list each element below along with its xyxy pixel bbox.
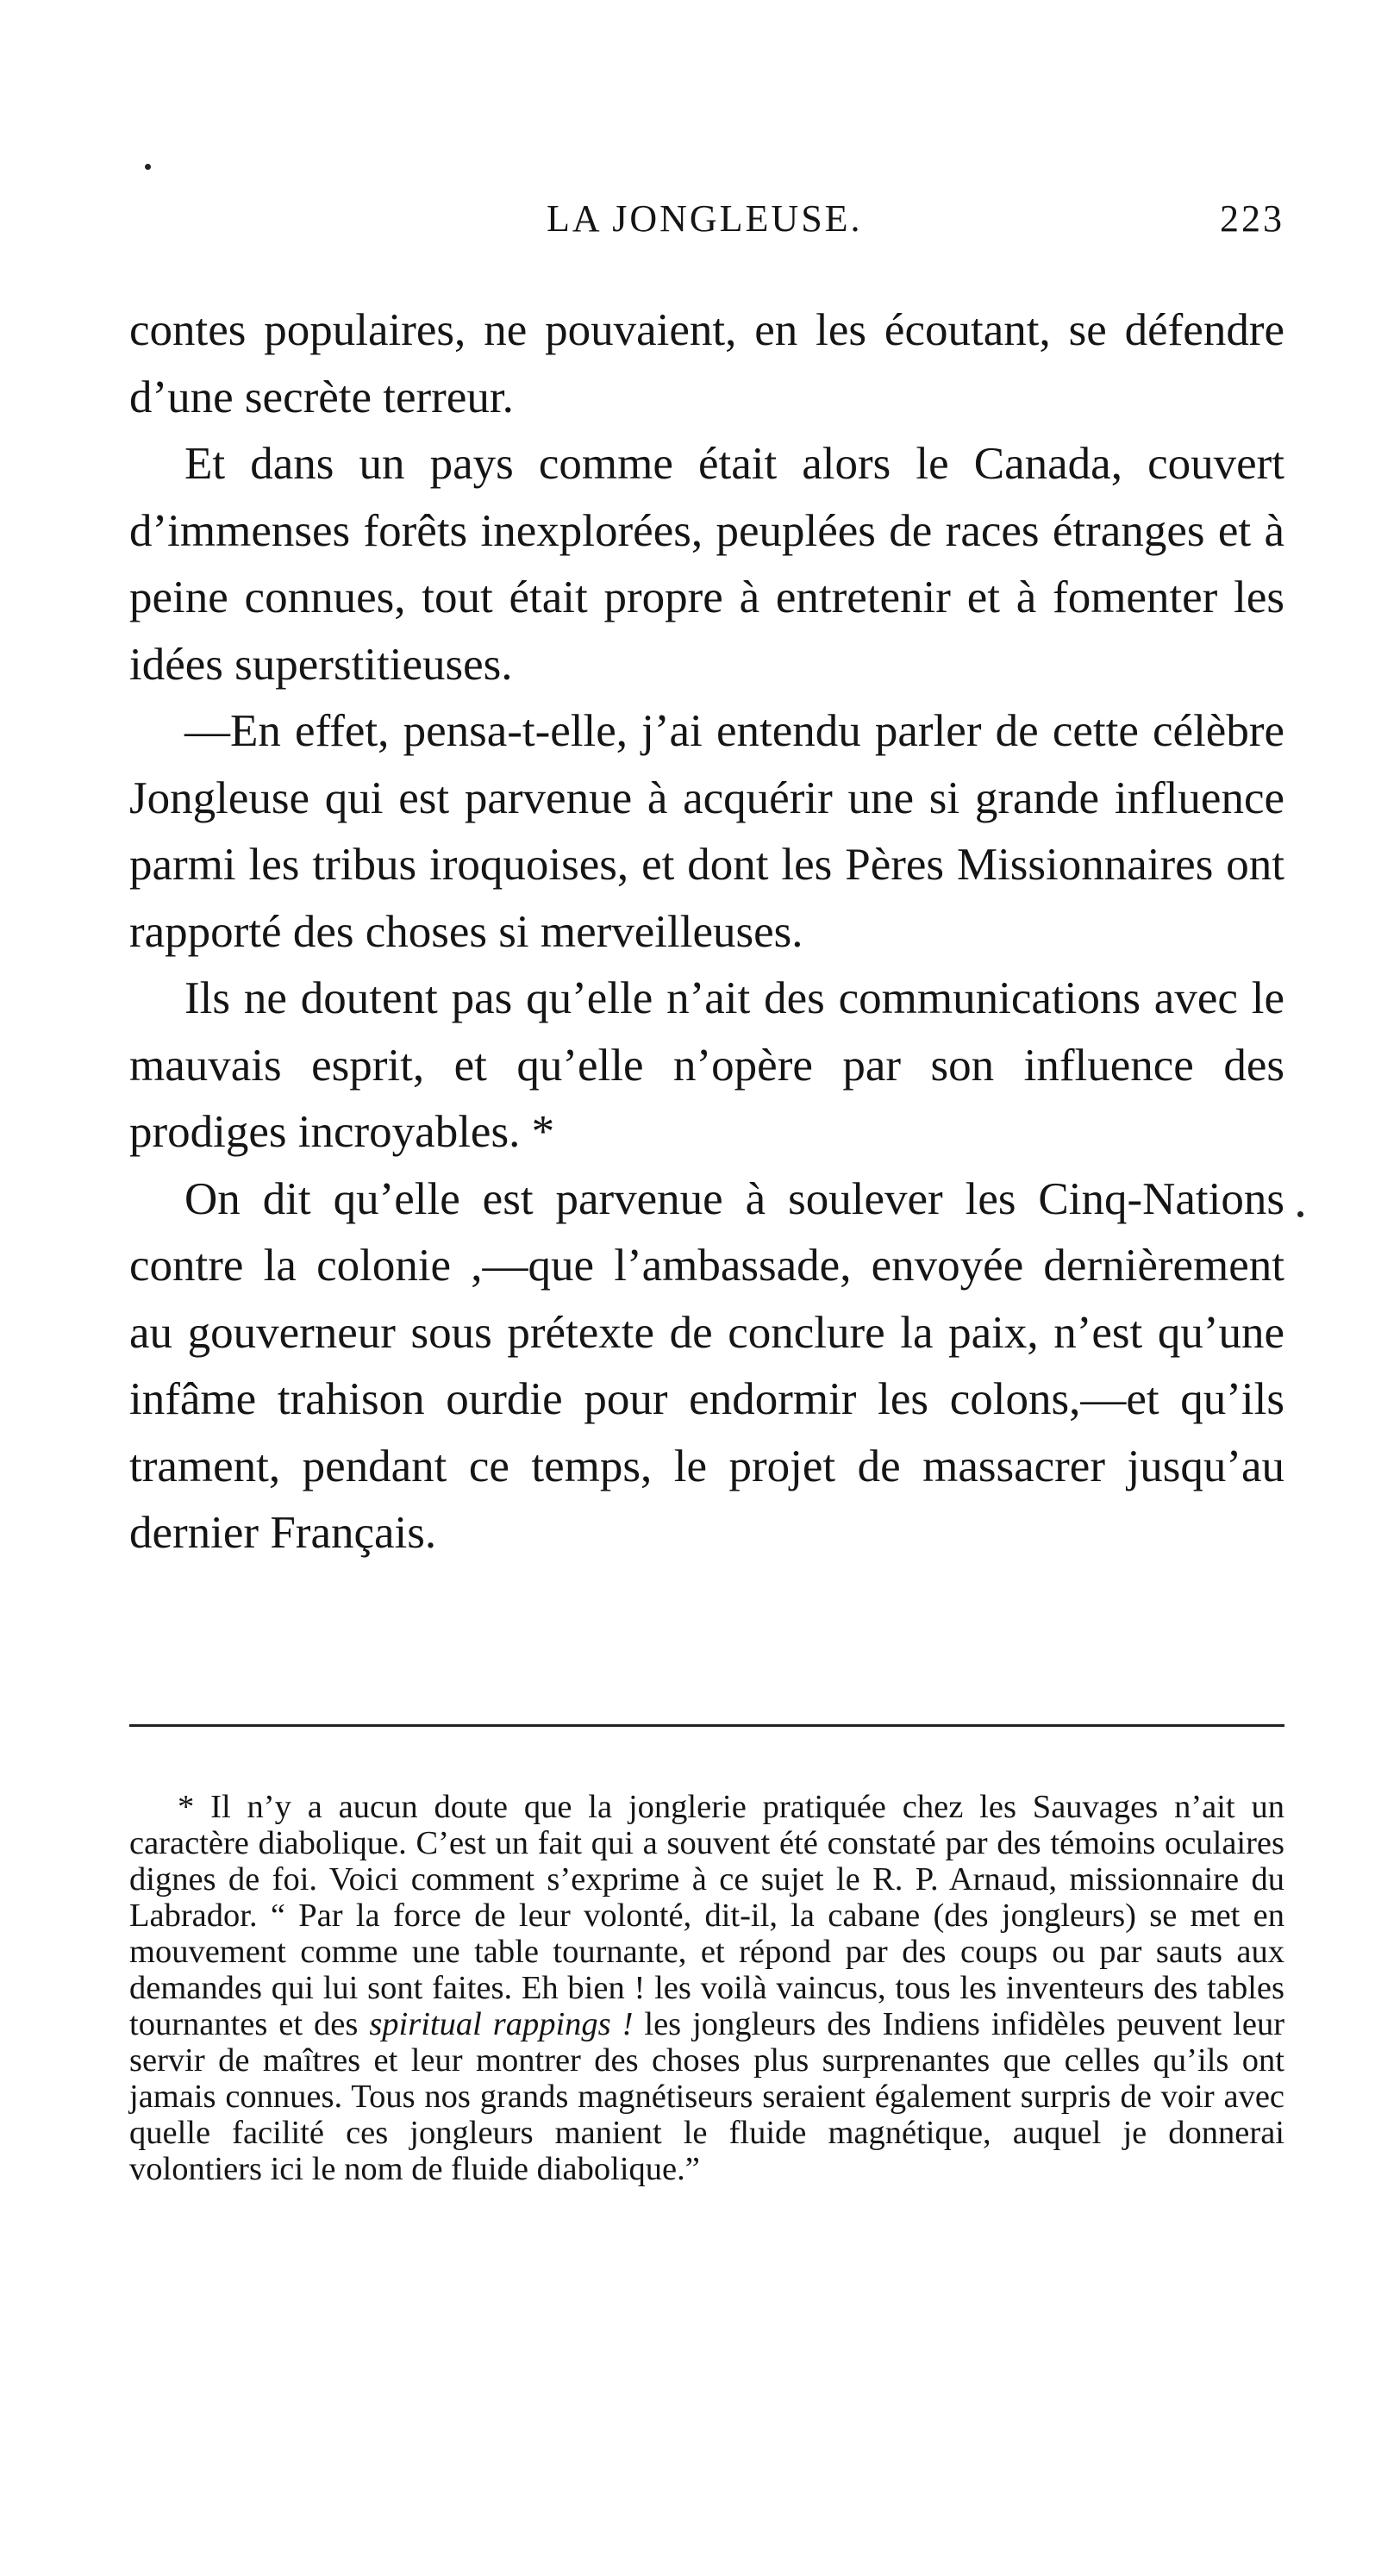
footnote-text: * Il n’y a aucun doute que la jonglerie pratiquée chez les Sauvages n’ait un caractère diabolique. C’est un fait qui a souvent été constaté par des témoins oculaires dignes de foi. Voici comment s’exprime à ce sujet le R. P. Arnaud, missionnaire du Labrador. “ Par la force de leur volonté, dit-il, la cabane (des jongleurs) se met en mouvement comme une table tournante, et répond par des coups ou par sauts aux demandes qui lui sont faites. Eh bien ! les voilà vaincus, tous les inventeurs des tables tournantes et des — [129, 1789, 1284, 2042]
paragraph: Et dans un pays comme était alors le Canada, couvert d’immenses forêts inexplorées, peuplées de races étranges et à peine connues, tout était propre à entretenir et à fomenter les idées superstitieuses. — [129, 439, 1284, 690]
footnote-italic-text: spiritual rappings ! — [369, 2006, 634, 2042]
running-title: LA JONGLEUSE. — [547, 197, 863, 240]
ink-speck — [1297, 1211, 1303, 1217]
paragraph: contes populaires, ne pouvaient, en les écoutant, se défendre d’une secrète terreur. — [129, 305, 1284, 422]
paragraph: —En effet, pensa-t-elle, j’ai entendu parler de cette célèbre Jongleuse qui est parvenue à acquérir une si grande influence parmi les tribus iroquoises, et dont les Pères Missionnaires ont rapporté des choses si merveilleuses. — [129, 706, 1284, 957]
main-text — [129, 297, 1284, 1567]
page-number: 223 — [1220, 197, 1284, 240]
paragraph: On dit qu’elle est parvenue à soulever les Cinq-Nations contre la colonie ,—que l’ambassade, envoyée dernièrement au gouverneur sous prétexte de conclure la paix, n’est qu’une infâme trahison ourdie pour endormir les colons,—et qu’ils trament, pendant ce temps, le projet de massacrer jusqu’au dernier Français. — [129, 1173, 1284, 1558]
footnote-rule — [129, 1724, 1284, 1727]
footnote — [129, 1789, 1284, 2187]
running-head — [129, 197, 1284, 248]
paragraph: Ils ne doutent pas qu’elle n’ait des communications avec le mauvais esprit, et qu’elle n’opère par son influence des prodiges incroyables. * — [129, 973, 1284, 1157]
ink-speck — [145, 164, 151, 170]
footnote-text: les jongleurs des Indiens infidèles peuvent leur servir de maîtres et leur montrer des choses plus surprenantes que celles qu’ils ont jamais connues. Tous nos grands magnétiseurs seraient également surpris de voir avec quelle facilité ces jongleurs manient le fluide magnétique, auquel je donnerai volontiers ici le nom de fluide diabolique.” — [129, 2006, 1285, 2187]
